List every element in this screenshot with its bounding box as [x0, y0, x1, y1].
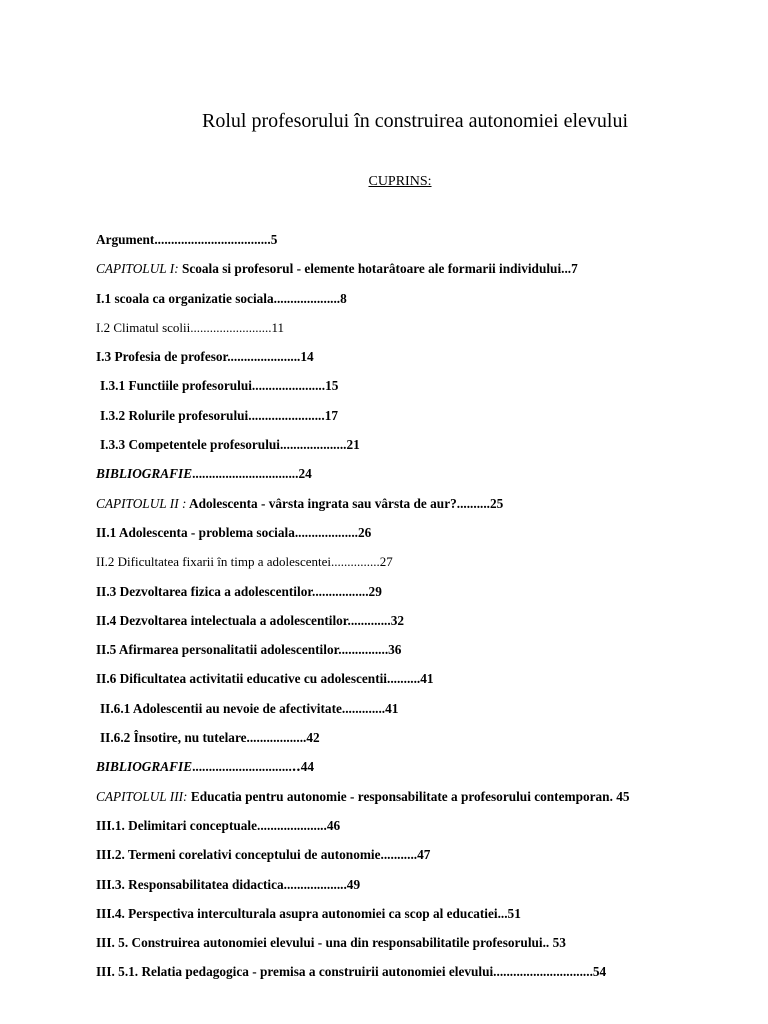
toc-entry-text: I.2 Climatul scolii.........................11: [96, 319, 285, 335]
toc-entry-text: I.3.1 Functiile profesorului......................15: [100, 378, 339, 394]
toc-entry: [96, 729, 756, 758]
toc-entry-text: III. 5.1. Relatia pedagogica - premisa a construirii autonomiei elevului..............................54: [96, 964, 607, 980]
toc-entry-text: I.3.2 Rolurile profesorului.......................17: [100, 407, 338, 423]
toc-entry: [96, 846, 756, 875]
toc-entry: [96, 758, 756, 787]
toc-entry: [96, 319, 756, 348]
toc-entry-text: III.4. Perspectiva interculturala asupra autonomiei ca scop al educatiei...51: [96, 905, 521, 921]
toc-entry-text: ..............................‥44: [192, 759, 315, 775]
toc-entry-text: I.3.3 Competentele profesorului....................21: [100, 437, 360, 453]
toc-entry-text: III.3. Responsabilitatea didactica...................49: [96, 876, 361, 892]
toc-entry-text: II.6.1 Adolescentii au nevoie de afectivitate.............41: [100, 700, 399, 716]
toc-entry-text: III. 5. Construirea autonomiei elevului - una din responsabilitatile profesorului.. 53: [96, 935, 566, 951]
toc-entry: [96, 495, 756, 524]
toc-entry-text: Educatia pentru autonomie - responsabilitate a profesorului contemporan. 45: [187, 788, 630, 804]
toc-entry: [96, 553, 756, 582]
toc-entry: [96, 700, 756, 729]
toc-entry: [96, 377, 756, 406]
toc-entry: [96, 524, 756, 553]
toc-entry: [96, 583, 756, 612]
bibliography-label: BIBLIOGRAFIE: [96, 759, 193, 775]
toc-entry: [96, 465, 756, 494]
toc-entry: [96, 905, 756, 934]
toc-entry: [96, 817, 756, 846]
bibliography-label: BIBLIOGRAFIE: [96, 466, 193, 482]
toc-entry-text: ................................24: [192, 466, 312, 482]
toc-entry: [96, 934, 756, 963]
toc-entry-text: I.3 Profesia de profesor......................14: [96, 349, 314, 365]
toc-entry: [96, 876, 756, 905]
toc-entry: [96, 436, 756, 465]
toc-entry-text: Scoala si profesorul - elemente hotarâtoare ale formarii individului...7: [178, 261, 578, 277]
toc-entry-text: II.1 Adolescenta - problema sociala...................26: [96, 524, 372, 540]
toc-entry: [96, 612, 756, 641]
toc-entry-text: II.6 Dificultatea activitatii educative cu adolescentii..........41: [96, 671, 434, 687]
toc-entry: [96, 348, 756, 377]
toc-entry: [96, 231, 756, 260]
chapter-label: CAPITOLUL II :: [96, 495, 187, 511]
toc-entry-text: III.2. Termeni corelativi conceptului de autonomie...........47: [96, 847, 431, 863]
toc-entry-text: II.3 Dezvoltarea fizica a adolescentilor.................29: [96, 583, 382, 599]
toc-entry-text: II.2 Dificultatea fixarii în timp a adolescentei...............27: [96, 554, 393, 570]
chapter-label: CAPITOLUL III:: [96, 788, 188, 804]
toc-entry-text: Adolescenta - vârsta ingrata sau vârsta de aur?..........25: [186, 495, 504, 511]
toc-entry-text: II.4 Dezvoltarea intelectuala a adolescentilor.............32: [96, 612, 405, 628]
toc-entry: [96, 670, 756, 699]
toc-entry-text: I.1 scoala ca organizatie sociala....................8: [96, 290, 347, 306]
toc-entry: [96, 260, 756, 289]
toc-entry: [96, 788, 756, 817]
toc-entry-text: II.5 Afirmarea personalitatii adolescentilor...............36: [96, 642, 402, 658]
chapter-label: CAPITOLUL I:: [96, 261, 179, 277]
table-of-contents: [96, 231, 756, 993]
document-title: Rolul profesorului în construirea autonomiei elevului: [201, 110, 628, 132]
toc-entry: [96, 963, 756, 992]
toc-heading: CUPRINS:: [368, 174, 432, 189]
toc-entry: [96, 407, 756, 436]
toc-entry: [96, 641, 756, 670]
toc-entry-text: Argument...................................5: [96, 232, 278, 247]
toc-entry-text: II.6.2 Însotire, nu tutelare..................42: [100, 730, 320, 746]
toc-entry-text: III.1. Delimitari conceptuale.....................46: [96, 817, 341, 833]
toc-entry: [96, 290, 756, 319]
